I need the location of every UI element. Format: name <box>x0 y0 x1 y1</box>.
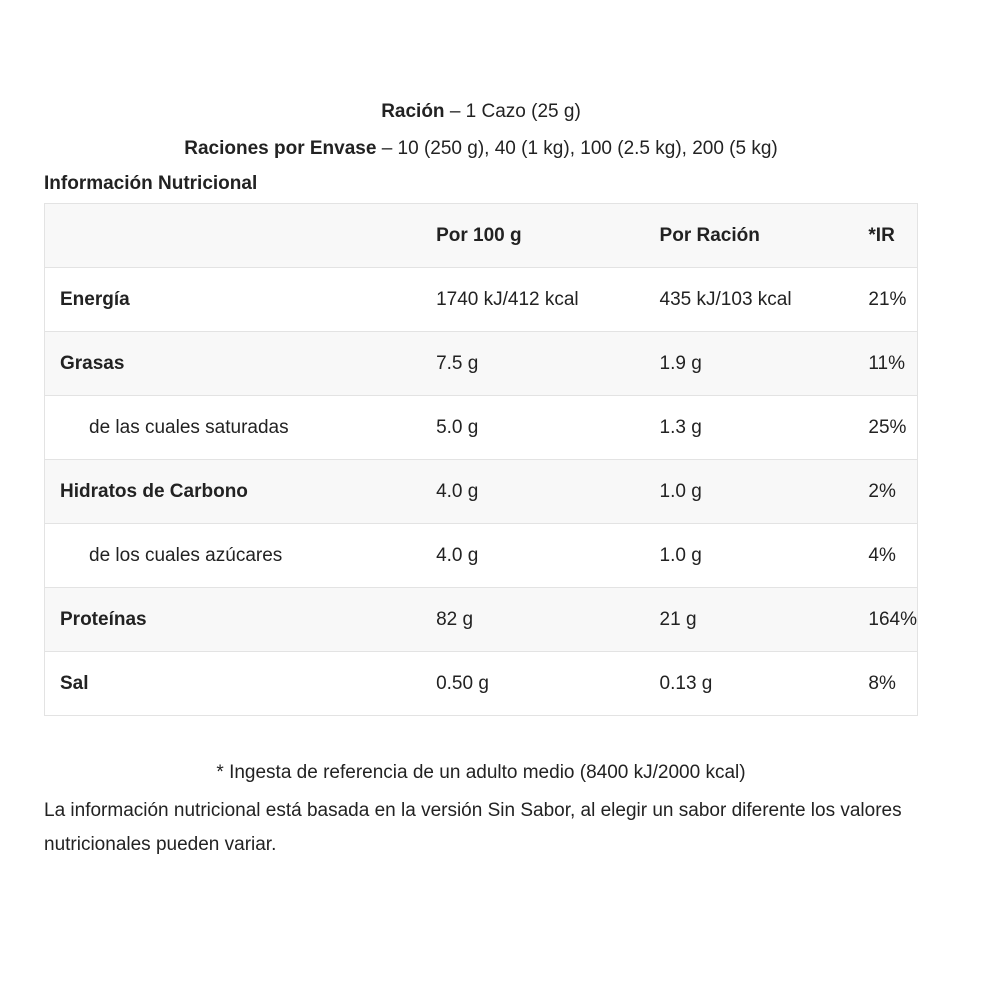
nutrient-name: Hidratos de Carbono <box>45 460 437 524</box>
serving-size <box>0 101 962 123</box>
per-serving-value: 435 kJ/103 kcal <box>660 268 869 332</box>
table-row <box>45 588 918 652</box>
reference-intake-footnote: * Ingesta de referencia de un adulto medio (8400 kJ/2000 kcal) <box>216 762 746 783</box>
nutrition-table <box>44 203 918 716</box>
header-per-100g: Por 100 g <box>436 204 659 268</box>
nutrient-name: de las cuales saturadas <box>45 396 437 460</box>
servings-per-pack <box>0 138 962 160</box>
nutrient-name: Sal <box>45 652 437 716</box>
ir-value: 164% <box>868 588 917 652</box>
table-row <box>45 524 918 588</box>
nutrition-heading: Información Nutricional <box>44 173 258 194</box>
header-nutrient <box>45 204 437 268</box>
per-100g-value: 82 g <box>436 588 659 652</box>
header-per-serving: Por Ración <box>660 204 869 268</box>
ir-value: 2% <box>868 460 917 524</box>
per-100g-value: 0.50 g <box>436 652 659 716</box>
per-100g-value: 4.0 g <box>436 524 659 588</box>
nutrient-name: de los cuales azúcares <box>45 524 437 588</box>
per-100g-value: 5.0 g <box>436 396 659 460</box>
table-row <box>45 268 918 332</box>
servings-per-pack-value: – 10 (250 g), 40 (1 kg), 100 (2.5 kg), 200 (5 kg) <box>381 138 778 159</box>
table-header-row <box>45 204 918 268</box>
per-serving-value: 21 g <box>660 588 869 652</box>
table-row <box>45 460 918 524</box>
per-serving-value: 1.0 g <box>660 524 869 588</box>
nutrient-name: Grasas <box>45 332 437 396</box>
header-ir: *IR <box>868 204 917 268</box>
per-100g-value: 1740 kJ/412 kcal <box>436 268 659 332</box>
per-100g-value: 7.5 g <box>436 332 659 396</box>
table-row <box>45 332 918 396</box>
per-serving-value: 1.3 g <box>660 396 869 460</box>
ir-value: 25% <box>868 396 917 460</box>
table-row <box>45 652 918 716</box>
ir-value: 8% <box>868 652 917 716</box>
table-row <box>45 396 918 460</box>
per-serving-value: 1.0 g <box>660 460 869 524</box>
ir-value: 11% <box>868 332 917 396</box>
per-serving-value: 1.9 g <box>660 332 869 396</box>
servings-per-pack-label: Raciones por Envase <box>184 138 377 159</box>
per-serving-value: 0.13 g <box>660 652 869 716</box>
nutrient-name: Proteínas <box>45 588 437 652</box>
serving-value: – 1 Cazo (25 g) <box>449 101 581 122</box>
nutrient-name: Energía <box>45 268 437 332</box>
flavor-disclaimer: La información nutricional está basada en la versión Sin Sabor, al elegir un sabor diferente los valores nutricionales pueden variar. <box>44 800 902 855</box>
ir-value: 4% <box>868 524 917 588</box>
per-100g-value: 4.0 g <box>436 460 659 524</box>
serving-label: Ración <box>381 101 445 122</box>
ir-value: 21% <box>868 268 917 332</box>
